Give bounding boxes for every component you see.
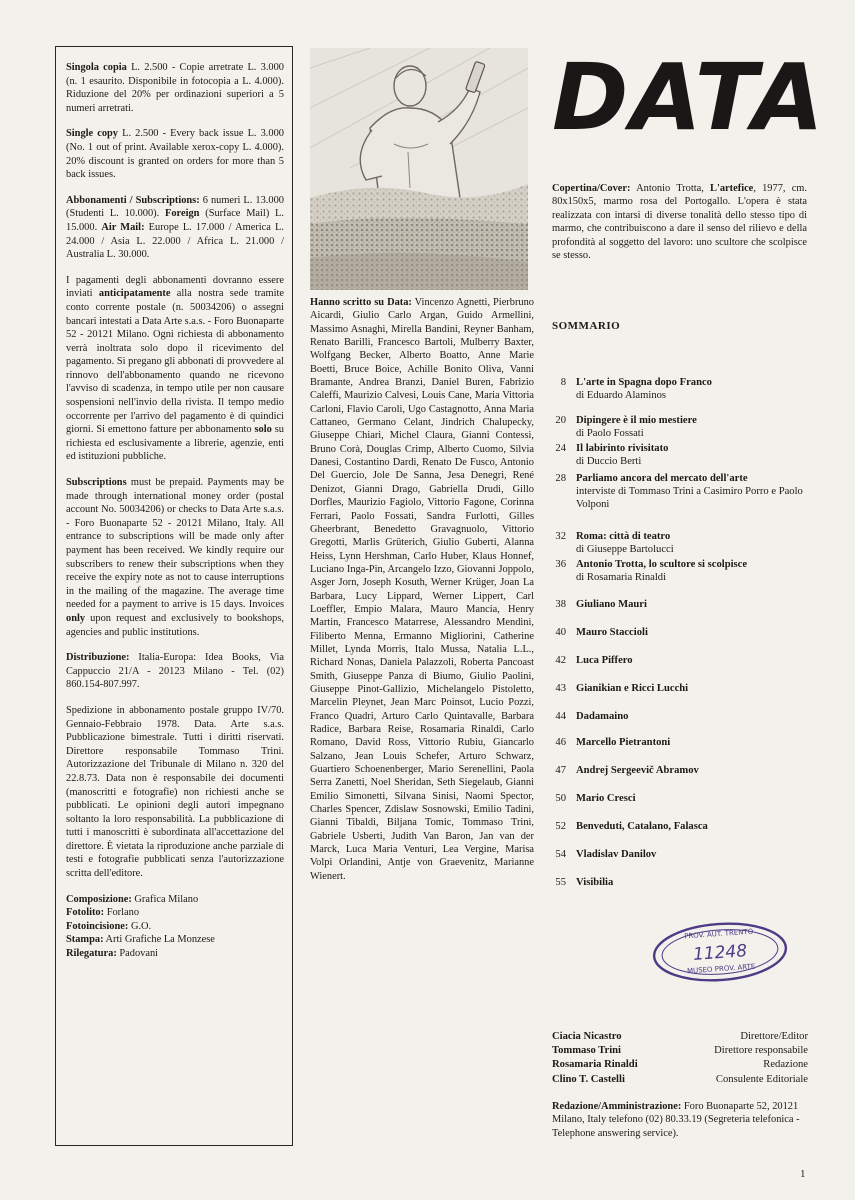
bold-term: Singola copia (66, 62, 127, 73)
body-text: I pagamenti degli abbonamenti dovranno essere inviati (66, 274, 284, 300)
toc-text (576, 376, 812, 402)
toc-article-author: di Giuseppe Bartolucci (576, 544, 674, 555)
toc-text (576, 414, 812, 440)
toc-text (576, 848, 812, 861)
toc-page-number: 8 (560, 377, 566, 388)
subscriptions-prices (66, 194, 284, 262)
body-text: Grafica Milano (131, 893, 199, 905)
bold-term: Subscriptions (66, 477, 127, 489)
bold-term: Foreign (165, 208, 200, 220)
toc-text (576, 710, 812, 723)
staff-role: Redazione (763, 1059, 808, 1071)
staff-name: Ciacia Nicastro (552, 1031, 622, 1042)
bold-term: solo (254, 424, 272, 436)
toc-page-number: 52 (555, 821, 566, 832)
staff-name: Clino T. Castelli (552, 1073, 625, 1085)
toc-article-title: Giuliano Mauri (576, 599, 647, 610)
toc-text (576, 626, 812, 639)
toc-article-title: Marcello Pietrantoni (576, 737, 671, 748)
subscription-info-box (55, 46, 293, 1146)
legal-notice (66, 704, 284, 881)
toc-article-title: L'arte in Spagna dopo Franco (576, 377, 712, 388)
toc-article-title: Visibilia (576, 877, 614, 888)
toc-page-number: 54 (555, 849, 566, 860)
body-text: Vincenzo Agnetti, Pierbruno Aicardi, Giulio Carlo Argan, Guido Armellini, Massimo Asnaghi, Mirella Bandini, Reyner Banham, Renato Barilli, Francesco Bartoli, Mulberry Baxter, Wolfgang Becker, Alberto Boatto, Anne Marie Boetti, Bruce Boice, Achille Bonito Oliva, Vanni Bramante, Andrea Branzi, Daniel Buren, Fabrizio Caleffi, Maurizio Calvesi, Louis Cane, Maria Vittoria Carloni, Flavio Caroli, Ugo Castagnotto, Anna Maria Cattaneo, Germano Celant, Jindrich Chalupecky, Giuseppe Chiari, Michel Claura, Gianni Contessi, Bruno Corà, Douglas Crimp, Alberto Cuomo, Silvia Danesi, Costantino Dardi, Renato De Fusco, Antonio Del Guercio, Jole De Sanna, Jesa Denegri, René Denizot, Gianni Drago, Gabriella Drudi, Gillo Dorfles, Maurizio Fagiolo, Vittorio Fagone, Corinna Ferrari, Paolo Fossati, Sandra Furlotti, Gilles Gheerbrant, Benedetto Gravagnuolo, Vittorio Gregotti, Marlis Grüterich, Giulio Guberti, Alanna Heiss, Lynn Hershman, Carlo Huber, Klaus Honnef, Luciano Inga-Pin, Arcangelo Izzo, Giovanni Joppolo, Asger Jorn, Joseph Kosuth, Werner Krüger, Joan La Barbara, Lucy Lippard, Werner Lippert, Carl Loeffler, Empio Malara, Mauro Mancia, Henry Martin, Francesco Matarrese, Alessandro Mendini, Filiberto Menna, Ermanno Migliorini, Catherine Millet, Lynda Morris, Italo Mussa, Natalia L.L., Richard Nonas, Daniela Palazzoli, Roberta Pancoast Smith, Giuseppe Panza di Biumo, Giulio Paolini, Giuseppe Pinot-Gallizio, Michelangelo Pistoletto, Marcelin Pleynet, Jean Marc Poinsot, Lucio Pozzi, Franco Quadri, Arturo Carlo Quintavalle, Barbara Radice, Barbara Reise, Rosamaria Rinaldi, Carlo Romano, David Ross, Vittorio Rubiu, Giancarlo Salzano, Jean Louis Schefer, Arturo Schwarz, Guartiero Schoenenberger, Mario Serenellini, Paola Serra Zanetti, Noel Sheridan, Seth Siegelaub, Gianni Emilio Simonetti, Silvana Sinisi, Naomi Spector, Charles Spencer, Zdislaw Sosnowski, Emilio Tadini, Gianni Tibaldi, Biljana Tomic, Tommaso Trini, Gabriele Usberti, Judith Van Baron, Jan van der Marck, Luca Maria Venturi, Lea Vergine, Marisa Volpi Orlandini, Antje von Graevenitz, Marianne Wienert. (310, 297, 535, 882)
body-text: must be prepaid. Payments may be made through international money order (postal account No. 50034206) or checks to Data Arte s.a.s. - Foro Buonaparte 52 - 20121 Milano, Italy. All entrance to subscriptions will be made only after payment has been received. We kindly require our subscribers to renew their subscriptions when they receive the expiry note as not to cause interruptions in the mailing of the magazine. The average time needed for a payment to arrive is 15 days. Invoices (66, 477, 284, 611)
toc-article-title: Dipingere è il mio mestiere (576, 415, 697, 426)
toc-text (576, 530, 812, 556)
body-text: su richiesta ed esclusivamente a librerie, agenzie, enti ed istituzioni pubbliche. (66, 424, 284, 463)
credit-line (66, 893, 284, 907)
toc-article-title: Dadamaino (576, 711, 629, 722)
toc-article-title: Parliamo ancora del mercato dell'arte (576, 473, 748, 484)
magazine-logo: DATA (552, 44, 826, 151)
table-of-contents-heading: SOMMARIO (552, 320, 621, 332)
toc-text (576, 682, 812, 695)
toc-page-number: 43 (555, 683, 566, 694)
staff-row (552, 1058, 808, 1072)
bold-term: anticipatamente (98, 288, 171, 300)
single-copy-en (66, 127, 284, 181)
staff-row (552, 1030, 808, 1044)
toc-page-number: 40 (555, 627, 566, 638)
toc-article-title: Roma: città di teatro (576, 531, 671, 542)
credit-line (66, 947, 284, 961)
toc-page-number: 24 (555, 443, 566, 454)
toc-page-number: 55 (555, 877, 566, 888)
body-text: Italia-Europa: Idea Books, Via Cappuccio 21/A - 20123 Milano - Tel. (02) 860.154-807.997. (66, 652, 284, 691)
staff-role: Consulente Editoriale (715, 1073, 808, 1085)
body-text: Foro Buonaparte 52, 20121 Milano, Italy telefono (02) 80.33.19 (Segreteria telefonica - Telephone answering service). (552, 1101, 800, 1139)
toc-text (576, 558, 812, 584)
toc-page-number: 50 (555, 793, 566, 804)
credit-line (66, 920, 284, 934)
toc-article-title: Benveduti, Catalano, Falasca (576, 821, 708, 832)
toc-page-number: 32 (555, 531, 566, 542)
toc-text (576, 820, 812, 833)
cover-artwork-image (310, 48, 528, 290)
toc-text (576, 736, 812, 749)
credit-line (66, 933, 284, 947)
body-text: upon request and exclusively to bookshops, agencies and public institutions. (66, 612, 284, 638)
toc-text (576, 598, 812, 611)
body-text: Spedizione in abbonamento postale gruppo IV/70. Gennaio-Febbraio 1978. Data. Arte s.a.s. Pubblicazione bimestrale. Tutti i diritti riservati. Direttore responsabile Tommaso Trini. Autorizzazione del Tribunale di Milano n. 320 del 22.8.73. Data non è responsabile dei documenti (manoscritti e fotografie) non richiesti anche se pubblicati. Le opinioni degli autori impegnano soltanto la loro responsabilità. La pubblicazione di tutti i manoscritti è subordinata all'accettazione del direttore. È vietata la riproduzione anche parziale di testi e fotografie pubblicati senza l'autorizzazione scritta dell'editore. (66, 704, 284, 880)
body-text: (Surface Mail) L. 15.000. (66, 208, 284, 233)
bold-term: Distribuzione: (66, 652, 130, 664)
bold-term: Air Mail: (101, 221, 145, 233)
staff-role: Direttore responsabile (714, 1045, 808, 1057)
toc-page-number: 46 (555, 737, 566, 748)
toc-article-author: di Eduardo Alaminos (576, 390, 667, 401)
toc-article-title: Il labirinto rivisitato (576, 443, 669, 454)
toc-article-title: Vladislav Danilov (576, 849, 657, 860)
body-text: Europe L. 17.000 / America L. 24.000 / Asia L. 22.000 / Africa L. 21.000 / Australia L. 30.000. (66, 221, 284, 261)
bold-term: Single copy (66, 128, 119, 140)
bold-term: Abbonamenti / Subscriptions: (66, 194, 200, 206)
toc-article-title: Antonio Trotta, lo scultore si scolpisce (576, 559, 748, 570)
stamp-top-text: PROV. AUT. TRENTO (683, 927, 754, 941)
body-text: Forlano (104, 907, 140, 919)
bold-term: Fotoincisione: (66, 920, 129, 932)
body-text: L. 2.500 - Copie arretrate L. 3.000 (n. 1 esaurito. Disponibile in fotocopia a L. 4.000). Riduzione del 20% per ordinazioni superiori a 5 numeri arretrati. (66, 62, 284, 114)
toc-page-number: 44 (555, 711, 566, 722)
body-text: Arti Grafiche La Monzese (103, 934, 215, 946)
contributors-list (310, 296, 534, 883)
staff-name: Rosamaria Rinaldi (552, 1059, 638, 1071)
bold-term: Redazione/Amministrazione: (552, 1101, 682, 1112)
staff-row (552, 1044, 808, 1058)
office-address (552, 1100, 808, 1140)
bold-term: Stampa: (66, 934, 104, 946)
toc-page-number: 42 (555, 655, 566, 666)
single-copy-it (66, 61, 284, 115)
staff-row (552, 1073, 808, 1087)
bold-term: only (66, 612, 86, 624)
toc-page-number: 38 (555, 599, 566, 610)
toc-article-title: Mauro Staccioli (576, 627, 648, 638)
bold-term: Fotolito: (66, 907, 105, 919)
toc-article-author: di Duccio Berti (576, 456, 642, 467)
sculptor-relief-illustration (310, 48, 528, 290)
toc-page-number: 47 (555, 765, 566, 776)
stamp-number: 11248 (692, 941, 748, 965)
toc-text (576, 654, 812, 667)
staff-role: Direttore/Editor (740, 1031, 808, 1042)
credit-line (66, 906, 284, 920)
body-text: 6 numeri L. 13.000 (Studenti L. 10.000). (66, 194, 284, 220)
bold-term: L'artefice (710, 183, 754, 194)
toc-article-author: interviste di Tommaso Trini a Casimiro Porro e Paolo Volponi (576, 486, 803, 510)
body-text: Padovani (116, 948, 159, 960)
body-text: alla nostra sede tramite conto corrente postale (n. 50034206) o assegni bancari intestati a Data Arte s.a.s. - Foro Buonaparte 52 - 20121 Milano. Ogni richiesta di abbonamento verrà inoltrata solo dopo il ricevimento del pagamento. Si pregano gli abbonati di provvedere al rinnovo dell'abbonamento quando ne ricevono l'avviso di scadenza, in tempo utile per non causare sospensioni nell'invio della rivista. Il tempo medio occorrente per l'arrivo del pagamento è di quindici giorni. Si emettono fatture per abbonamento (66, 288, 284, 436)
editorial-staff (552, 1030, 808, 1087)
toc-page-number: 28 (555, 473, 566, 484)
body-text: Antonio Trotta, (630, 183, 711, 194)
toc-text (576, 472, 812, 511)
payment-info-it (66, 274, 284, 464)
stamp-bottom-text: MUSEO PROV. ARTE (686, 962, 756, 976)
bold-term: Copertina/Cover: (552, 183, 631, 194)
toc-page-number: 20 (555, 415, 566, 426)
toc-page-number: 36 (555, 559, 566, 570)
page-number: 1 (800, 1168, 806, 1180)
toc-text (576, 442, 812, 468)
body-text: L. 2.500 - Every back issue L. 3.000 (No. 1 out of print. Available xerox-copy L. 4.000). 20% discount is granted on orders for more than 5 back issues. (66, 128, 284, 181)
toc-article-author: di Paolo Fossati (576, 428, 644, 439)
toc-text (576, 792, 812, 805)
toc-article-author: di Rosamaria Rinaldi (576, 572, 667, 583)
body-text: G.O. (128, 920, 152, 932)
cover-caption (552, 182, 807, 262)
distribution-info (66, 651, 284, 692)
museum-stamp (650, 920, 790, 984)
bold-term: Rilegatura: (66, 948, 117, 960)
toc-article-title: Gianikian e Ricci Lucchi (576, 683, 689, 694)
bold-term: Composizione: (66, 893, 132, 905)
toc-article-title: Andrej Sergeevič Abramov (576, 765, 699, 776)
payment-info-en (66, 476, 284, 639)
toc-text (576, 876, 812, 889)
toc-text (576, 764, 812, 777)
staff-name: Tommaso Trini (552, 1045, 621, 1057)
toc-article-title: Mario Cresci (576, 793, 636, 804)
production-credits (66, 893, 284, 961)
bold-term: Hanno scritto su Data: (310, 297, 412, 308)
body-text: , 1977, cm. 80x150x5, marmo rosa del Portogallo. L'opera è stata realizzata con intarsi di diverse tonalità dello stesso tipo di marmo, che contribuiscono a dare il senso del rilievo e della profondità al soggetto del lavoro: uno scultore che scolpisce se stesso. (552, 183, 807, 262)
toc-article-title: Luca Piffero (576, 655, 633, 666)
